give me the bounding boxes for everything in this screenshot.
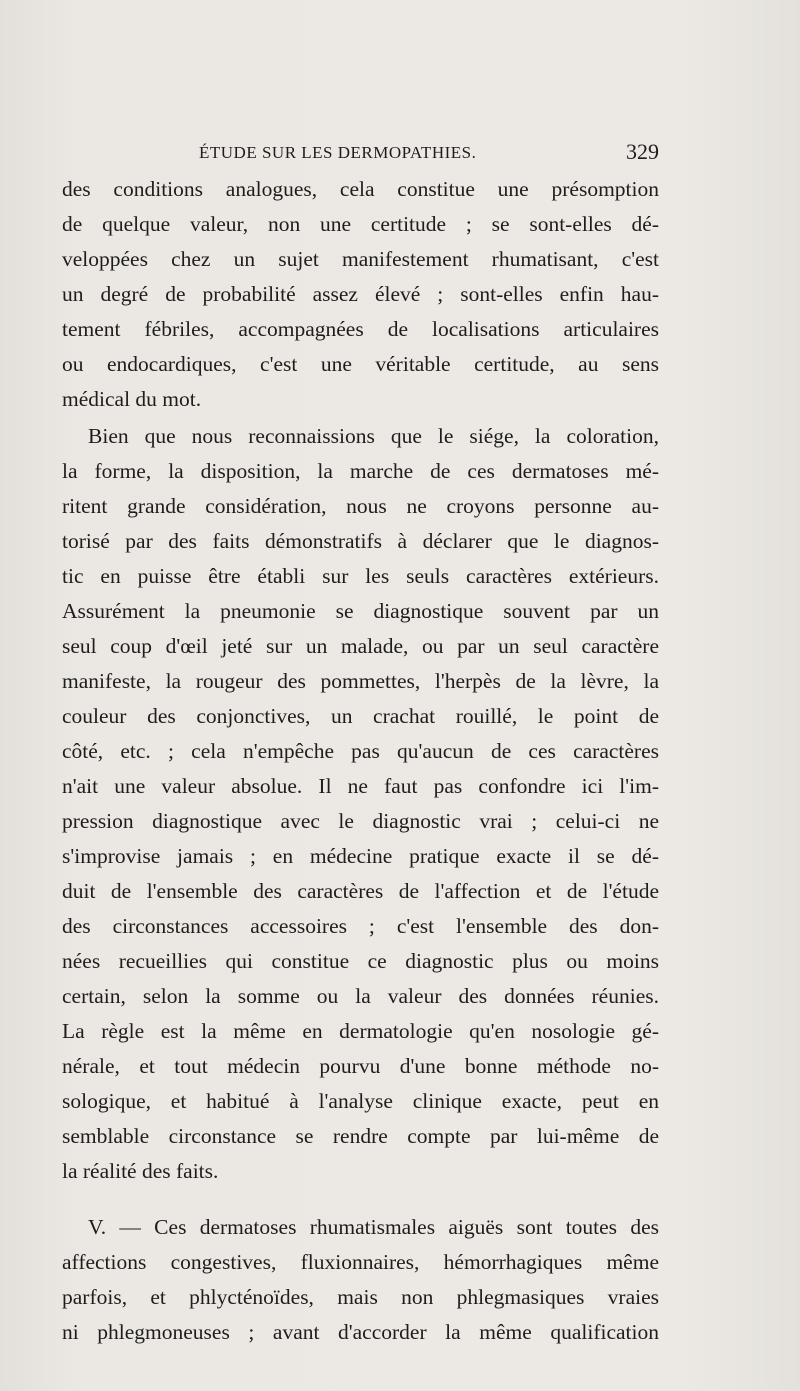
text-line: de quelque valeur, non une certitude ; se sont-elles dé- xyxy=(62,212,659,236)
running-title: ÉTUDE SUR LES DERMOPATHIES. xyxy=(199,143,477,162)
text-line: seul coup d'œil jeté sur un malade, ou par un seul caractère xyxy=(62,634,659,658)
text-line: ritent grande considération, nous ne croyons personne au- xyxy=(62,494,659,518)
text-line: semblable circonstance se rendre compte par lui-même de xyxy=(62,1124,659,1148)
text-line: torisé par des faits démonstratifs à déclarer que le diagnos- xyxy=(62,529,659,553)
text-line: tement fébriles, accompagnées de localisations articulaires xyxy=(62,317,659,341)
paragraph-start-line: Bien que nous reconnaissions que le siége, la coloration, xyxy=(88,424,659,448)
text-line: La règle est la même en dermatologie qu'en nosologie gé- xyxy=(62,1019,659,1043)
page-header xyxy=(62,139,659,169)
text-line: nées recueillies qui constitue ce diagnostic plus ou moins xyxy=(62,949,659,973)
text-line: duit de l'ensemble des caractères de l'affection et de l'étude xyxy=(62,879,659,903)
page-number: 329 xyxy=(626,139,659,164)
text-line: médical du mot. xyxy=(62,387,202,411)
text-line: des circonstances accessoires ; c'est l'ensemble des don- xyxy=(62,914,659,938)
text-line: tic en puisse être établi sur les seuls caractères extérieurs. xyxy=(62,564,659,588)
text-line: des conditions analogues, cela constitue une présomption xyxy=(62,177,659,201)
text-line: certain, selon la somme ou la valeur des données réunies. xyxy=(62,984,659,1008)
text-line: ou endocardiques, c'est une véritable certitude, au sens xyxy=(62,352,659,376)
text-line: la réalité des faits. xyxy=(62,1159,219,1183)
text-line: parfois, et phlycténoïdes, mais non phlegmasiques vraies xyxy=(62,1285,659,1309)
text-line: un degré de probabilité assez élevé ; sont-elles enfin hau- xyxy=(62,282,659,306)
text-line: s'improvise jamais ; en médecine pratique exacte il se dé- xyxy=(62,844,659,868)
text-line: côté, etc. ; cela n'empêche pas qu'aucun de ces caractères xyxy=(62,739,659,763)
text-line: affections congestives, fluxionnaires, hémorrhagiques même xyxy=(62,1250,659,1274)
text-line: veloppées chez un sujet manifestement rhumatisant, c'est xyxy=(62,247,659,271)
text-line: ni phlegmoneuses ; avant d'accorder la même qualification xyxy=(62,1320,659,1344)
text-line: la forme, la disposition, la marche de ces dermatoses mé- xyxy=(62,459,659,483)
text-line: nérale, et tout médecin pourvu d'une bonne méthode no- xyxy=(62,1054,659,1078)
text-line: pression diagnostique avec le diagnostic vrai ; celui-ci ne xyxy=(62,809,659,833)
text-line: couleur des conjonctives, un crachat rouillé, le point de xyxy=(62,704,659,728)
text-line: n'ait une valeur absolue. Il ne faut pas confondre ici l'im- xyxy=(62,774,659,798)
text-line: manifeste, la rougeur des pommettes, l'herpès de la lèvre, la xyxy=(62,669,659,693)
text-line: Assurément la pneumonie se diagnostique souvent par un xyxy=(62,599,659,623)
text-line: sologique, et habitué à l'analyse clinique exacte, peut en xyxy=(62,1089,659,1113)
section-v-start-line: V. — Ces dermatoses rhumatismales aiguës sont toutes des xyxy=(88,1215,659,1239)
